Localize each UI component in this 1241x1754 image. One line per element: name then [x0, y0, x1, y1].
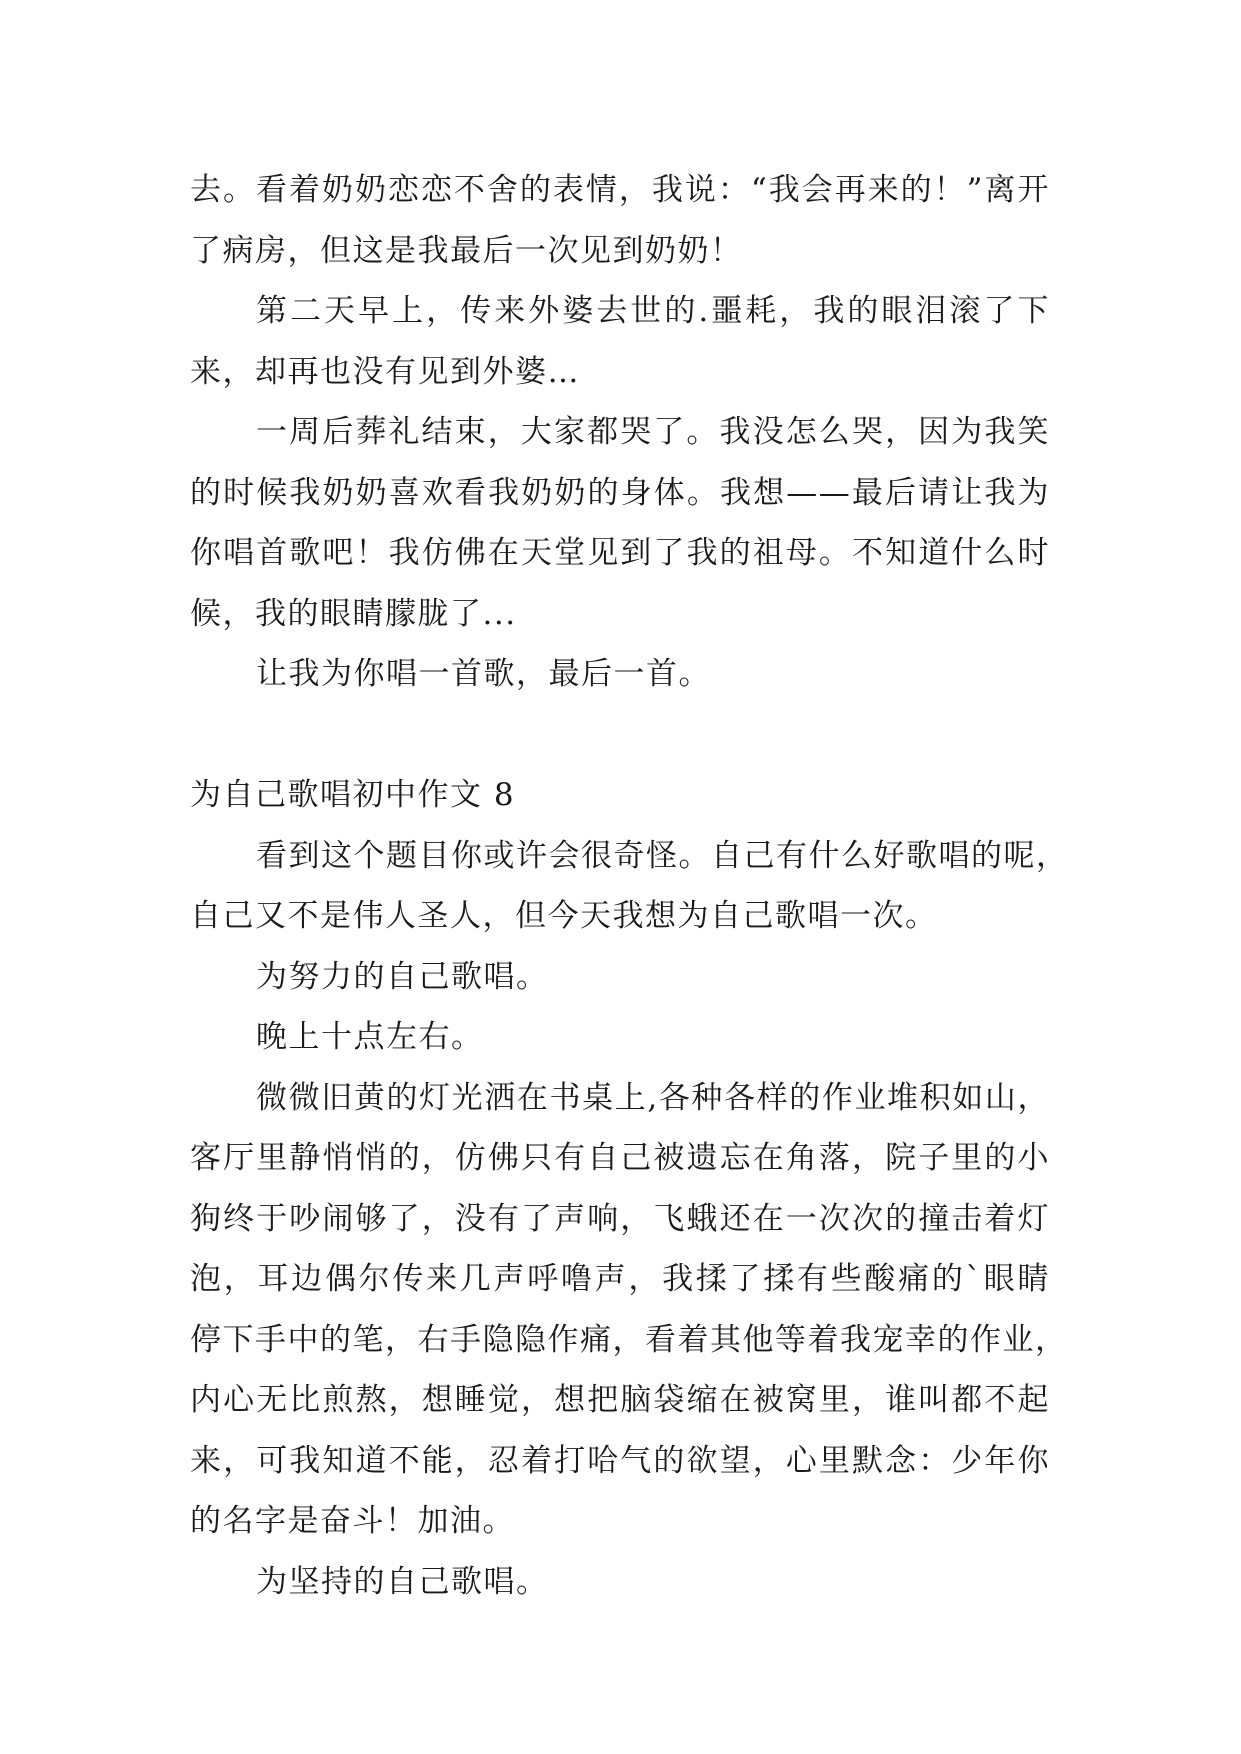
paragraph-line: 来，可我知道不能，忍着打哈气的欲望，心里默念：少年你 — [190, 1442, 1050, 1479]
paragraph-line: 了病房，但这是我最后一次见到奶奶！ — [190, 232, 743, 269]
paragraph-line: 狗终于吵闹够了，没有了声响，飞蛾还在一次次的撞击着灯 — [190, 1200, 1050, 1237]
document-page — [190, 160, 1069, 1612]
paragraph-line: 泡，耳边偶尔传来几声呼噜声，我揉了揉有些酸痛的`眼睛 — [190, 1261, 1050, 1297]
paragraph-line: 为坚持的自己歌唱。 — [256, 1563, 549, 1600]
paragraph-line: 内心无比煎熬，想睡觉，想把脑袋缩在被窝里，谁叫都不起 — [190, 1382, 1050, 1418]
paragraph-line: 让我为你唱一首歌，最后一首。 — [256, 656, 711, 692]
paragraph-line: 微微旧黄的灯光洒在书桌上,各种各样的作业堆积如山， — [256, 1079, 1050, 1116]
paragraph-line: 第二天早上，传来外婆去世的.噩耗，我的眼泪滚了下 — [256, 293, 1050, 329]
paragraph-line: 客厅里静悄悄的，仿佛只有自己被遗忘在角落，院子里的小 — [190, 1140, 1050, 1176]
paragraph-line: 的时候我奶奶喜欢看我奶奶的身体。我想——最后请让我为 — [190, 474, 1050, 511]
paragraph-line: 一周后葬礼结束，大家都哭了。我没怎么哭，因为我笑 — [256, 414, 1050, 450]
paragraph-line: 为努力的自己歌唱。 — [256, 958, 549, 995]
paragraph-line: 候，我的眼睛朦胧了... — [190, 595, 517, 632]
paragraph-line: 晚上十点左右。 — [256, 1019, 484, 1055]
section-gap — [190, 705, 1050, 766]
section-title: 为自己歌唱初中作文 8 — [190, 777, 516, 813]
paragraph-line: 你唱首歌吧！我仿佛在天堂见到了我的祖母。不知道什么时 — [190, 535, 1050, 571]
paragraph-line: 看到这个题目你或许会很奇怪。自己有什么好歌唱的呢， — [256, 837, 1069, 874]
paragraph-line: 去。看着奶奶恋恋不舍的表情，我说：“我会再来的！”离开 — [190, 172, 1050, 208]
paragraph-line: 来，却再也没有见到外婆… — [190, 353, 580, 390]
paragraph-line: 的名字是奋斗！加油。 — [190, 1503, 515, 1539]
paragraph-line: 停下手中的笔，右手隐隐作痛，看着其他等着我宠幸的作业， — [190, 1321, 1068, 1358]
paragraph-line: 自己又不是伟人圣人，但今天我想为自己歌唱一次。 — [190, 898, 938, 934]
